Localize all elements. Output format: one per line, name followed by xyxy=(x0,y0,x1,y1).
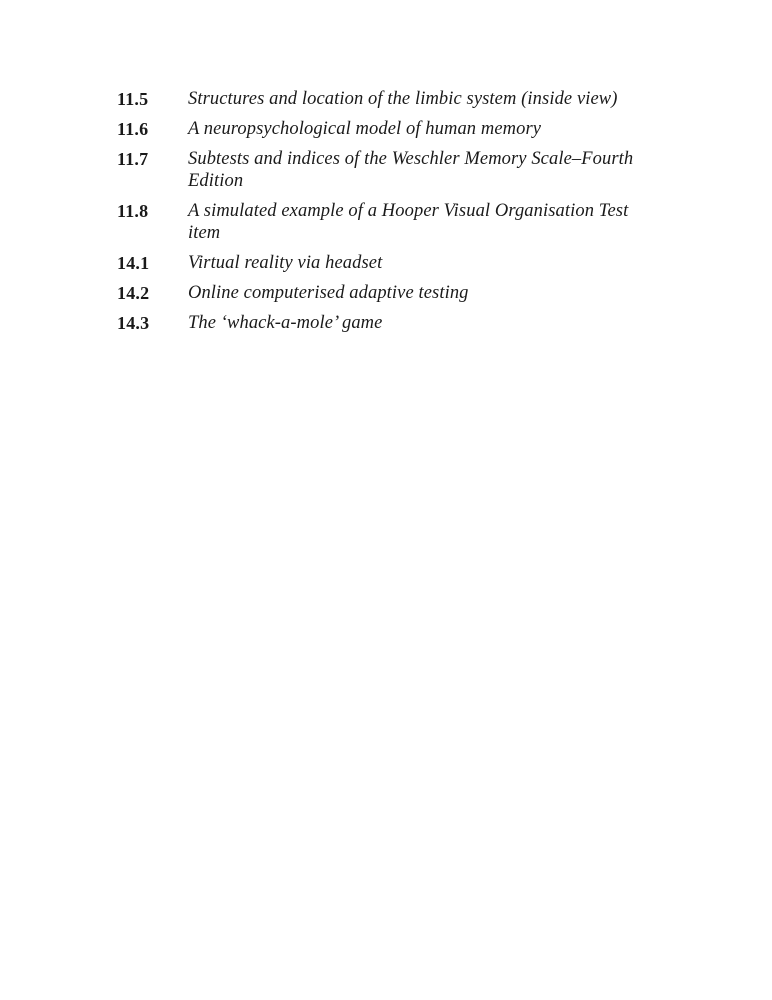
list-item xyxy=(117,148,677,192)
figure-title: Structures and location of the limbic system (inside view) xyxy=(188,89,618,109)
list-item xyxy=(117,200,677,244)
list-of-figures xyxy=(117,88,677,342)
figure-title: The ‘whack-a-mole’ game xyxy=(188,313,383,333)
figure-title: Subtests and indices of the Weschler Memory Scale–Fourth Edition xyxy=(188,149,634,191)
list-item xyxy=(117,282,677,304)
figure-title: Online computerised adaptive testing xyxy=(188,283,469,303)
list-item xyxy=(117,88,677,110)
list-item xyxy=(117,252,677,274)
figure-number: 14.3 xyxy=(117,313,150,333)
figure-number: 11.5 xyxy=(117,89,149,109)
figure-number: 11.7 xyxy=(117,149,149,169)
figure-title: Virtual reality via headset xyxy=(188,253,383,273)
figure-title: A simulated example of a Hooper Visual Organisation Test item xyxy=(188,201,629,243)
figure-number: 14.2 xyxy=(117,283,150,303)
figure-number: 14.1 xyxy=(117,253,150,273)
figure-title: A neuropsychological model of human memory xyxy=(188,119,542,139)
figure-number: 11.8 xyxy=(117,201,149,221)
list-item xyxy=(117,118,677,140)
figure-number: 11.6 xyxy=(117,119,149,139)
list-item xyxy=(117,312,677,334)
